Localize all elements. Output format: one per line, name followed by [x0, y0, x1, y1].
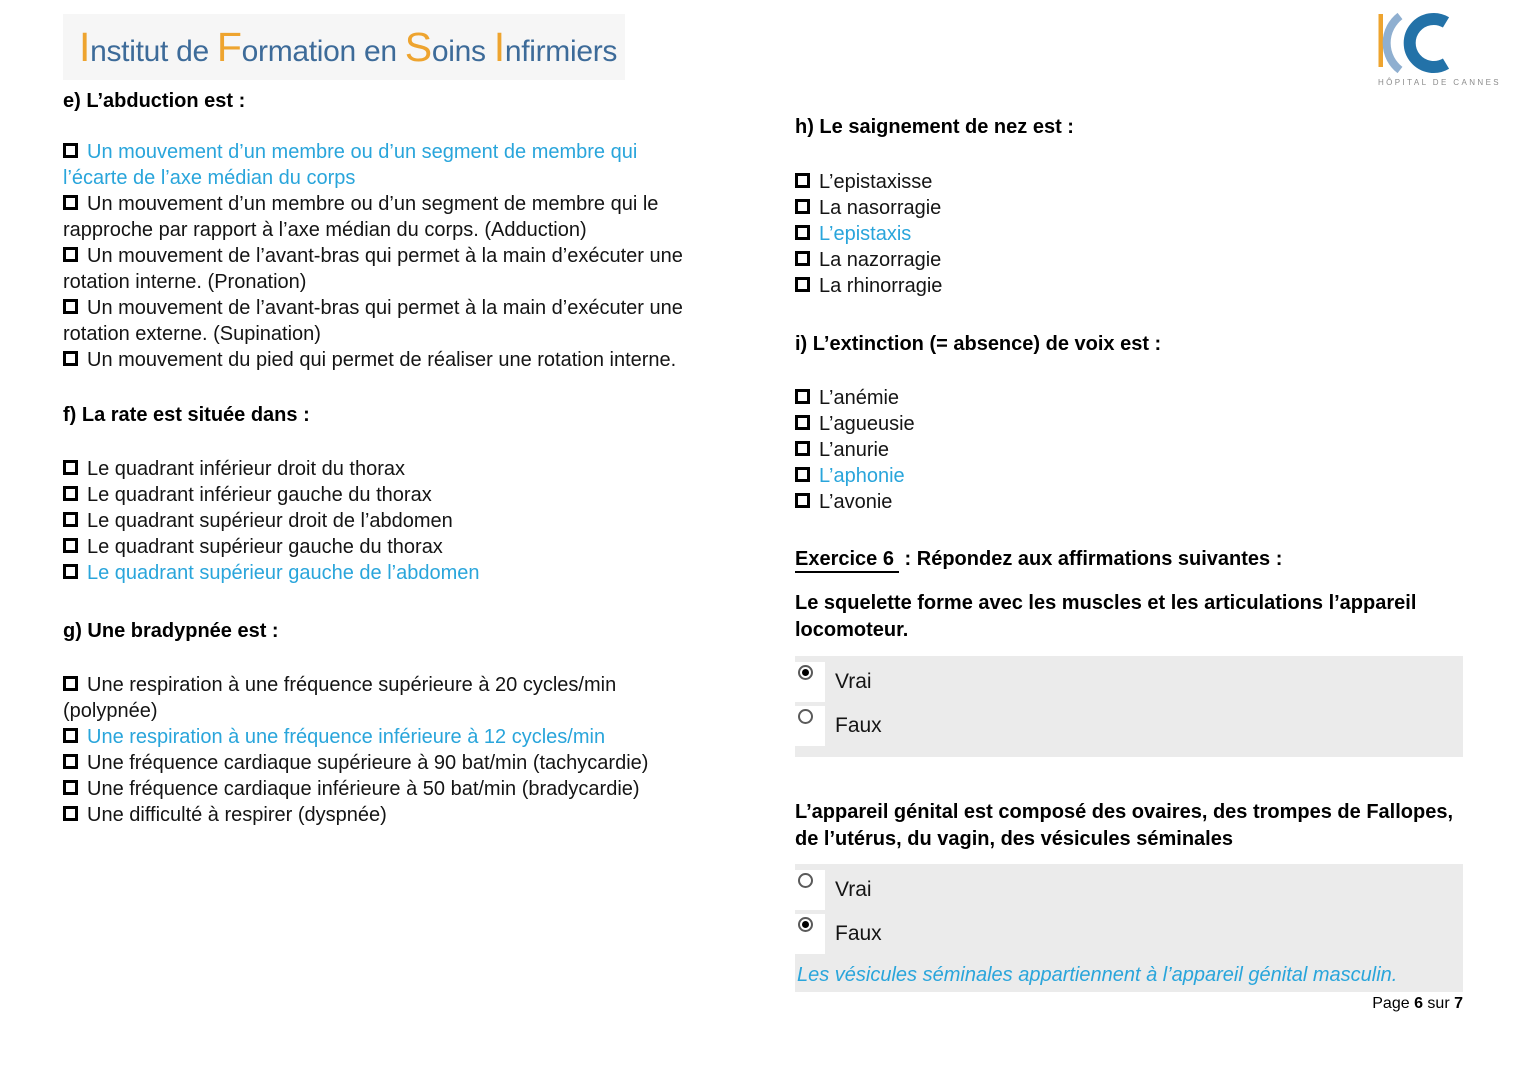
hopital-de-cannes-logo: [1378, 12, 1502, 87]
answer-option[interactable]: [63, 672, 703, 724]
answer-option[interactable]: [63, 508, 703, 534]
question-e-options: [63, 139, 693, 373]
option-label: L’anémie: [819, 387, 900, 409]
question-h-options: [795, 169, 1435, 299]
choice-label: Faux: [835, 922, 882, 945]
radio-unselected-icon[interactable]: [798, 709, 813, 724]
page-number-current: 6: [1414, 995, 1423, 1012]
option-label: Une fréquence cardiaque inférieure à 50 bat/min (bradycardie): [87, 778, 640, 800]
option-label: Le quadrant inférieur droit du thorax: [87, 458, 405, 480]
question-e-heading: e) L’abduction est :: [63, 90, 246, 112]
option-label: L’epistaxisse: [819, 171, 933, 193]
checkbox-icon[interactable]: [63, 806, 78, 821]
answer-option[interactable]: [63, 139, 693, 191]
exercise6-instruction: : Répondez aux affirmations suivantes :: [898, 548, 1283, 570]
answer-option[interactable]: [795, 489, 1435, 515]
option-label: Un mouvement du pied qui permet de réaliser une rotation interne.: [87, 349, 677, 371]
option-label: Le quadrant inférieur gauche du thorax: [87, 484, 432, 506]
radio-cell: [795, 914, 825, 954]
option-label: Un mouvement de l’avant-bras qui permet à la main d’exécuter une rotation interne. (Pronation): [63, 245, 683, 293]
page-number-middle: sur: [1422, 995, 1455, 1012]
option-label: Un mouvement d’un membre ou d’un segment de membre qui l’écarte de l’axe médian du corps: [63, 141, 638, 189]
option-label: La nasorragie: [819, 197, 942, 219]
answer-option[interactable]: [63, 191, 693, 243]
radio-selected-icon[interactable]: [798, 917, 813, 932]
true-false-option[interactable]: [795, 868, 1463, 912]
checkbox-icon[interactable]: [63, 564, 78, 579]
question-i-options: [795, 385, 1435, 515]
title-accent-letter: F: [216, 23, 242, 70]
checkbox-icon[interactable]: [795, 173, 810, 188]
answer-option[interactable]: [795, 221, 1435, 247]
option-label: L’anurie: [819, 439, 890, 461]
question-f-heading: f) La rate est située dans :: [63, 404, 310, 426]
option-label: Une respiration à une fréquence supérieure à 20 cycles/min (polypnée): [63, 674, 617, 722]
answer-option[interactable]: [795, 411, 1435, 437]
option-label: La rhinorragie: [819, 275, 943, 297]
page-number-total: 7: [1454, 995, 1463, 1012]
checkbox-icon[interactable]: [795, 251, 810, 266]
checkbox-icon[interactable]: [63, 351, 78, 366]
title-letter-group: oins: [431, 34, 494, 68]
checkbox-icon[interactable]: [63, 195, 78, 210]
answer-option[interactable]: [63, 750, 703, 776]
question-i-heading: i) L’extinction (= absence) de voix est :: [795, 333, 1162, 355]
answer-option[interactable]: [795, 247, 1435, 273]
statement-2-explanation: Les vésicules séminales appartiennent à l’appareil génital masculin.: [797, 964, 1398, 986]
choice-label: Vrai: [835, 878, 872, 901]
checkbox-icon[interactable]: [63, 754, 78, 769]
option-label: L’avonie: [819, 491, 893, 513]
title-accent-letter: I: [493, 23, 505, 70]
answer-option[interactable]: [63, 724, 703, 750]
question-h-heading: h) Le saignement de nez est :: [795, 116, 1074, 138]
checkbox-icon[interactable]: [795, 441, 810, 456]
question-f-options: [63, 456, 703, 586]
checkbox-icon[interactable]: [63, 299, 78, 314]
statement-1-text: Le squelette forme avec les muscles et les articulations l’appareil locomoteur.: [795, 592, 1417, 641]
answer-option[interactable]: [63, 482, 703, 508]
answer-option[interactable]: [63, 776, 703, 802]
answer-option[interactable]: [795, 385, 1435, 411]
option-label: Un mouvement de l’avant-bras qui permet à la main d’exécuter une rotation externe. (Supination): [63, 297, 683, 345]
radio-cell: [795, 662, 825, 702]
checkbox-icon[interactable]: [795, 225, 810, 240]
true-false-option[interactable]: [795, 704, 1463, 748]
checkbox-icon[interactable]: [63, 143, 78, 158]
answer-option[interactable]: [63, 456, 703, 482]
checkbox-icon[interactable]: [63, 460, 78, 475]
hospital-logo-icon: [1378, 12, 1466, 74]
checkbox-icon[interactable]: [795, 467, 810, 482]
true-false-option[interactable]: [795, 912, 1463, 956]
checkbox-icon[interactable]: [795, 277, 810, 292]
answer-option[interactable]: [795, 463, 1435, 489]
ifsi-title: [79, 24, 617, 71]
radio-selected-icon[interactable]: [798, 665, 813, 680]
checkbox-icon[interactable]: [795, 389, 810, 404]
title-accent-letter: S: [404, 23, 432, 70]
answer-option[interactable]: [63, 295, 693, 347]
option-label: Une fréquence cardiaque supérieure à 90 bat/min (tachycardie): [87, 752, 649, 774]
option-label: L’aphonie: [819, 465, 905, 487]
checkbox-icon[interactable]: [63, 512, 78, 527]
title-letter-group: nstitut de: [90, 34, 217, 68]
radio-cell: [795, 706, 825, 746]
answer-option[interactable]: [795, 273, 1435, 299]
checkbox-icon[interactable]: [795, 415, 810, 430]
answer-option[interactable]: [63, 347, 693, 373]
title-accent-letter: I: [79, 23, 91, 70]
exercise6-heading: [795, 548, 1282, 571]
checkbox-icon[interactable]: [795, 493, 810, 508]
checkbox-icon[interactable]: [795, 199, 810, 214]
checkbox-icon[interactable]: [63, 728, 78, 743]
option-label: L’epistaxis: [819, 223, 912, 245]
statement-1-answer-panel: [795, 656, 1463, 757]
answer-option[interactable]: [795, 195, 1435, 221]
answer-option[interactable]: [795, 437, 1435, 463]
answer-option[interactable]: [63, 560, 703, 586]
question-g-options: [63, 672, 703, 828]
answer-option[interactable]: [795, 169, 1435, 195]
choice-label: Vrai: [835, 670, 872, 693]
checkbox-icon[interactable]: [63, 538, 78, 553]
title-letter-group: ormation en: [241, 34, 405, 68]
checkbox-icon[interactable]: [63, 780, 78, 795]
hospital-logo-caption: HÔPITAL DE CANNES: [1378, 78, 1502, 87]
page-number: [1372, 995, 1463, 1013]
question-g-heading: g) Une bradypnée est :: [63, 620, 279, 642]
option-label: L’agueusie: [819, 413, 915, 435]
option-label: Une respiration à une fréquence inférieure à 12 cycles/min: [87, 726, 606, 748]
statement-2-answer-panel: [795, 864, 1463, 992]
answer-option[interactable]: [63, 802, 703, 828]
true-false-option[interactable]: [795, 660, 1463, 704]
option-label: Un mouvement d’un membre ou d’un segment de membre qui le rapproche par rapport à l’axe médian du corps. (Adduction): [63, 193, 659, 241]
page-number-prefix: Page: [1372, 995, 1415, 1012]
option-label: La nazorragie: [819, 249, 942, 271]
checkbox-icon[interactable]: [63, 247, 78, 262]
option-label: Le quadrant supérieur gauche du thorax: [87, 536, 443, 558]
option-label: Le quadrant supérieur droit de l’abdomen: [87, 510, 453, 532]
answer-option[interactable]: [63, 534, 703, 560]
option-label: Le quadrant supérieur gauche de l’abdomen: [87, 562, 480, 584]
checkbox-icon[interactable]: [63, 676, 78, 691]
radio-unselected-icon[interactable]: [798, 873, 813, 888]
ifsi-logo: [63, 14, 625, 80]
checkbox-icon[interactable]: [63, 486, 78, 501]
exercise6-label: Exercice 6: [795, 548, 899, 573]
choice-label: Faux: [835, 714, 882, 737]
statement-2-text: L’appareil génital est composé des ovaires, des trompes de Fallopes, de l’utérus, du vagin, des vésicules séminales: [795, 801, 1454, 850]
radio-cell: [795, 870, 825, 910]
answer-option[interactable]: [63, 243, 693, 295]
option-label: Une difficulté à respirer (dyspnée): [87, 804, 387, 826]
title-letter-group: nfirmiers: [504, 34, 618, 68]
